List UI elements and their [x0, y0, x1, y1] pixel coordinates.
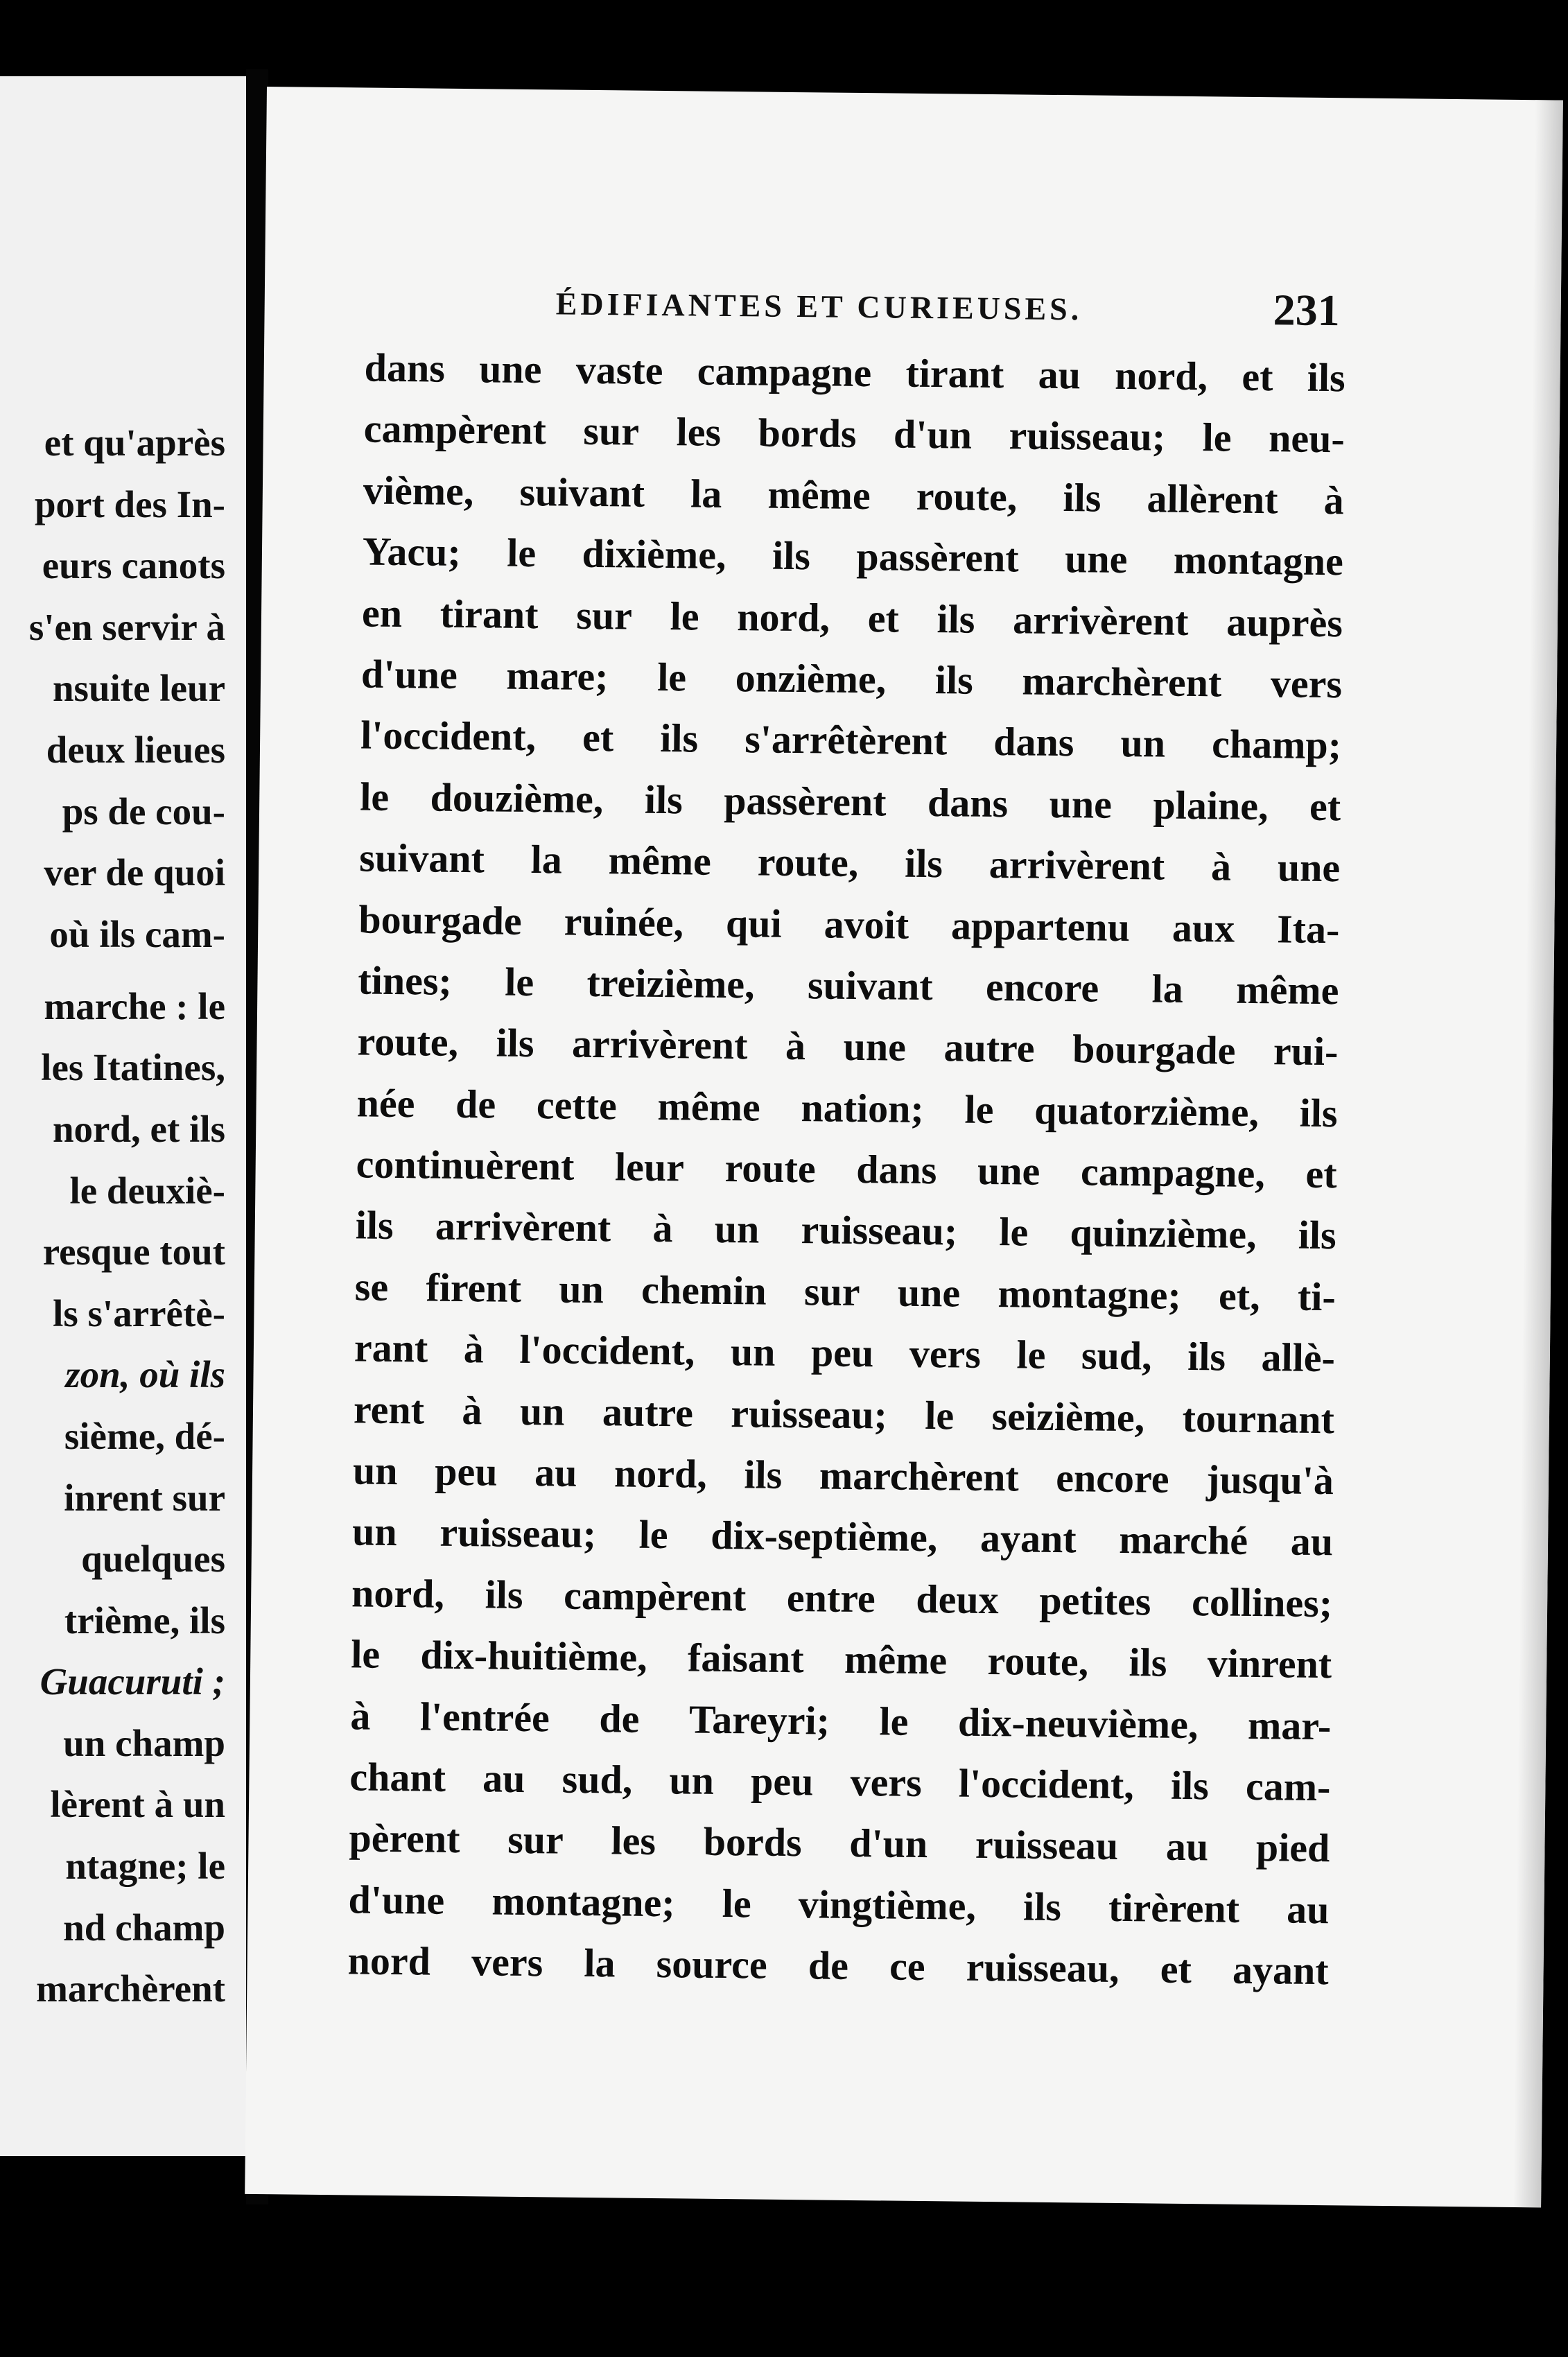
left-page-line: marche : le [44, 984, 225, 1027]
left-page-line: port des In- [34, 482, 225, 525]
left-page-text [0, 412, 225, 2020]
body-line: route, ils arrivèrent à une autre bourgade rui- [357, 1018, 1339, 1075]
body-line: bourgade ruinée, qui avoit appartenu aux Ita- [358, 896, 1340, 952]
left-page-line: marchèrent [36, 1967, 225, 2010]
body-line: vième, suivant la même route, ils allèrent à [363, 467, 1345, 523]
left-page-line: nsuite leur [52, 667, 225, 710]
body-line: dans une vaste campagne tirant au nord, et ils [364, 345, 1346, 401]
left-page-line: eurs canots [42, 544, 225, 587]
page-number: 231 [1273, 285, 1341, 336]
left-page-line: trième, ils [64, 1599, 225, 1642]
left-page-line: s'en servir à [28, 605, 225, 648]
body-line: d'une mare; le onzième, ils marchèrent vers [360, 651, 1343, 707]
left-page-line: ver de quoi [44, 851, 225, 894]
left-page [0, 76, 249, 2156]
left-page-line: ls s'arrêtè- [53, 1291, 225, 1334]
body-line: d'une montagne; le vingtième, ils tirèrent au [348, 1877, 1330, 1932]
body-line: Yacu; le dixième, ils passèrent une montagne [362, 528, 1344, 584]
body-line: ils arrivèrent à un ruisseau; le quinzième, ils [355, 1202, 1337, 1258]
running-header: ÉDIFIANTES ET CURIEUSES. [555, 286, 1083, 327]
left-page-line: deux lieues [46, 728, 225, 771]
left-page-line: ps de cou- [62, 790, 225, 833]
body-line: se firent un chemin sur une montagne; et, ti- [354, 1264, 1336, 1320]
body-line: pèrent sur les bords d'un ruisseau au pied [349, 1815, 1330, 1871]
body-line: à l'entrée de Tareyri; le dix-neuvième, mar- [350, 1692, 1332, 1748]
left-page-line: les Itatines, [41, 1046, 225, 1089]
left-page-line: quelques [81, 1538, 225, 1581]
body-text [347, 337, 1345, 2001]
body-line: rant à l'occident, un peu vers le sud, ils allè- [354, 1325, 1336, 1381]
body-line: nord, ils campèrent entre deux petites collines; [351, 1570, 1333, 1626]
body-line: continuèrent leur route dans une campagne, et [356, 1141, 1337, 1197]
left-page-line: où ils cam- [49, 912, 225, 955]
left-page-line: nord, et ils [52, 1107, 225, 1150]
left-page-line: ntagne; le [65, 1845, 225, 1888]
left-page-line: nd champ [63, 1906, 225, 1949]
body-line: le douzième, ils passèrent dans une plaine, et [359, 774, 1341, 830]
body-line: l'occident, et ils s'arrêtèrent dans un champ; [360, 712, 1342, 768]
body-line: tines; le treizième, suivant encore la même [358, 957, 1339, 1014]
left-page-line: Guacuruti ; [40, 1660, 225, 1703]
left-page-line: zon, où ils [65, 1353, 225, 1396]
left-page-line: le deuxiè- [69, 1169, 225, 1212]
body-line: le dix-huitième, faisant même route, ils vinrent [350, 1631, 1332, 1687]
body-line: née de cette même nation; le quatorzième, ils [356, 1080, 1338, 1136]
body-line: nord vers la source de ce ruisseau, et ayant [347, 1938, 1329, 1994]
body-line: en tirant sur le nord, et ils arrivèrent auprès [361, 590, 1343, 645]
left-page-line: sième, dé- [64, 1414, 225, 1457]
left-page-line: un champ [63, 1721, 225, 1764]
right-page [245, 87, 1563, 2207]
body-line: chant au sud, un peu vers l'occident, ils cam- [349, 1754, 1331, 1810]
body-line: suivant la même route, ils arrivèrent à une [359, 835, 1341, 891]
body-line: rent à un autre ruisseau; le seizième, tournant [353, 1386, 1335, 1442]
left-page-line: inrent sur [64, 1476, 225, 1519]
left-page-line: et qu'après [44, 421, 225, 464]
body-line: un ruisseau; le dix-septième, ayant marché au [351, 1508, 1334, 1565]
left-page-line: resque tout [42, 1230, 225, 1273]
left-page-line: lèrent à un [50, 1783, 225, 1826]
body-line: un peu au nord, ils marchèrent encore jusqu'à [352, 1447, 1334, 1504]
body-line: campèrent sur les bords d'un ruisseau; le neu- [363, 406, 1345, 462]
